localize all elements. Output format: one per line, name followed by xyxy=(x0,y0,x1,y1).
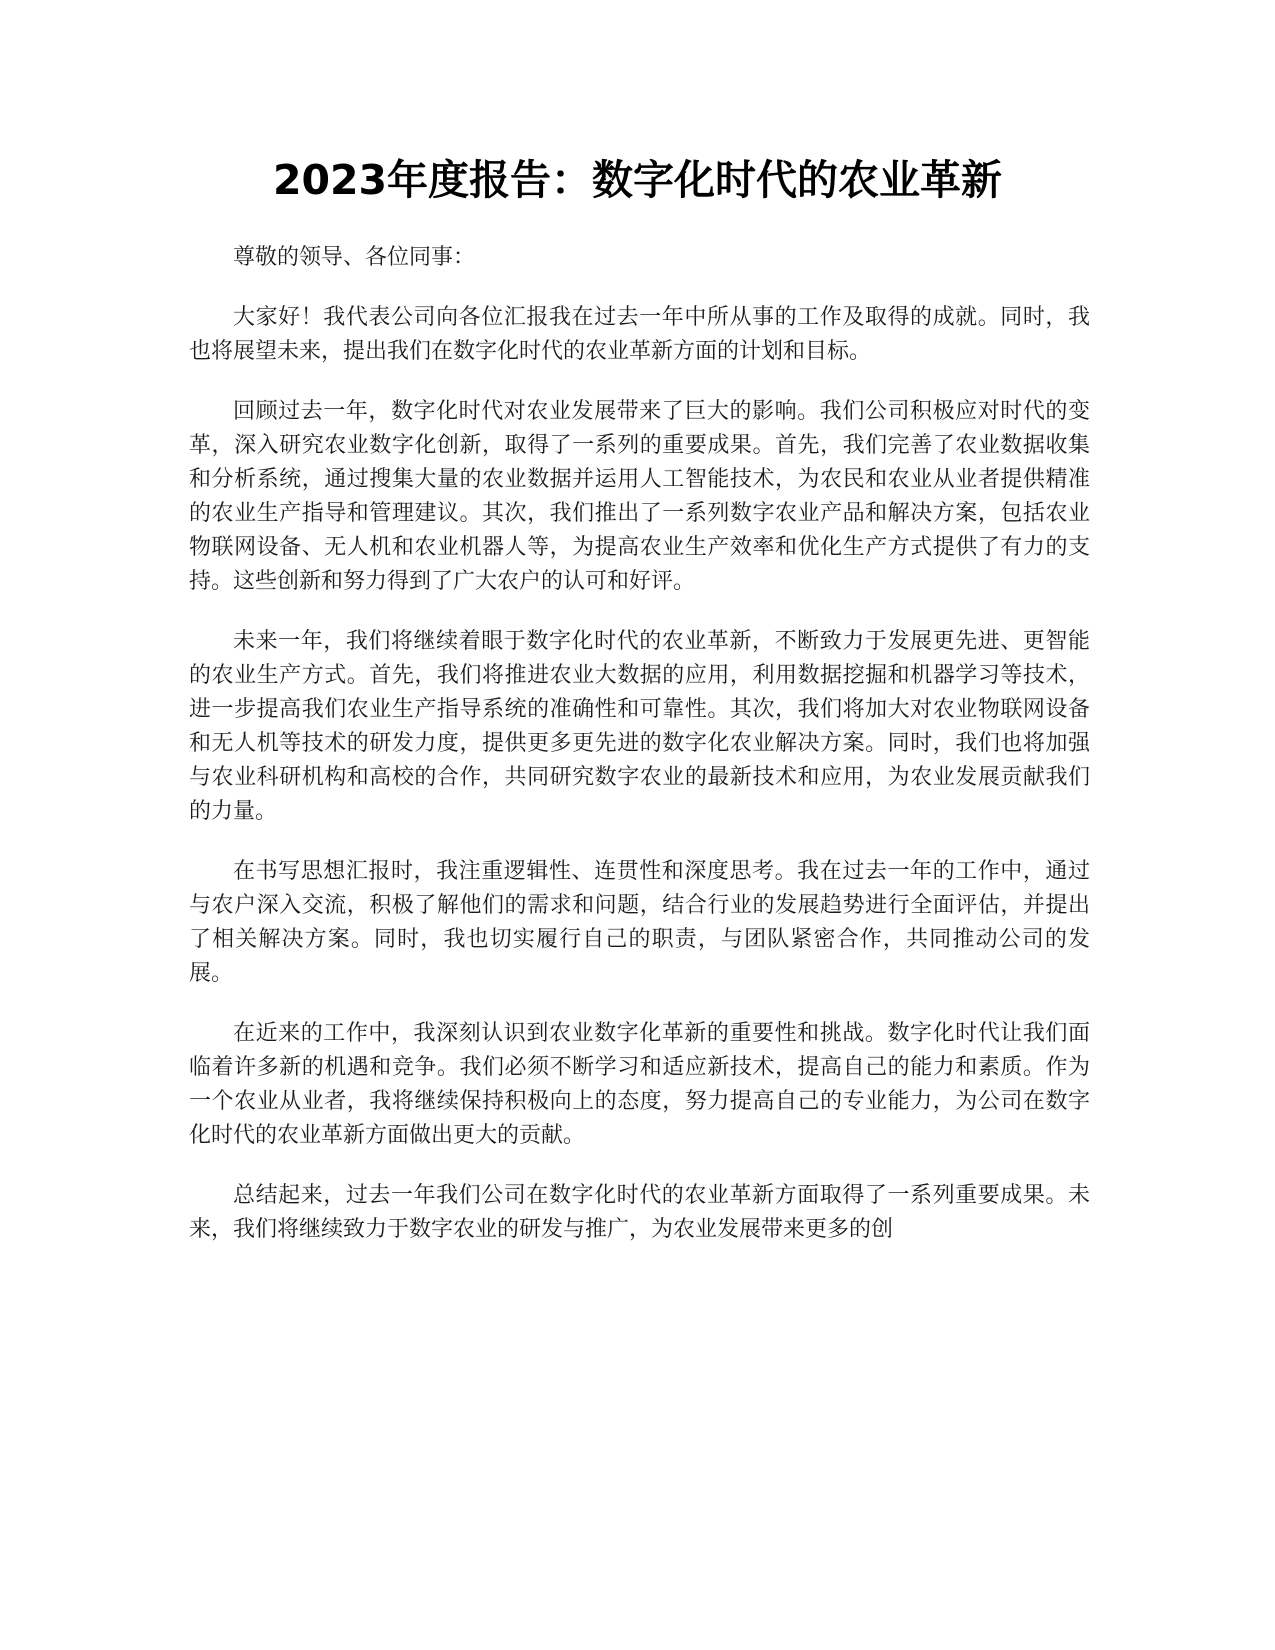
paragraph-recent-work: 在近来的工作中，我深刻认识到农业数字化革新的重要性和挑战。数字化时代让我们面临着许多新的机遇和竞争。我们必须不断学习和适应新技术，提高自己的能力和素质。作为一个农业从业者，我将继续保持积极向上的态度，努力提高自己的专业能力，为公司在数字化时代的农业革新方面做出更大的贡献。 xyxy=(189,1021,1090,1148)
paragraph-salutation: 尊敬的领导、各位同事： xyxy=(233,245,476,270)
paragraph-summary: 总结起来，过去一年我们公司在数字化时代的农业革新方面取得了一系列重要成果。未来，我们将继续致力于数字农业的研发与推广，为农业发展带来更多的创 xyxy=(189,1183,1090,1242)
paragraph-writing-approach: 在书写思想汇报时，我注重逻辑性、连贯性和深度思考。我在过去一年的工作中，通过与农户深入交流，积极了解他们的需求和问题，结合行业的发展趋势进行全面评估，并提出了相关解决方案。同时，我也切实履行自己的职责，与团队紧密合作，共同推动公司的发展。 xyxy=(189,859,1090,986)
paragraph-review: 回顾过去一年，数字化时代对农业发展带来了巨大的影响。我们公司积极应对时代的变革，深入研究农业数字化创新，取得了一系列的重要成果。首先，我们完善了农业数据收集和分析系统，通过搜集大量的农业数据并运用人工智能技术，为农民和农业从业者提供精准的农业生产指导和管理建议。其次，我们推出了一系列数字农业产品和解决方案，包括农业物联网设备、无人机和农业机器人等，为提高农业生产效率和优化生产方式提供了有力的支持。这些创新和努力得到了广大农户的认可和好评。 xyxy=(189,399,1090,594)
document-body xyxy=(189,241,1090,1273)
paragraph-future-plan: 未来一年，我们将继续着眼于数字化时代的农业革新，不断致力于发展更先进、更智能的农业生产方式。首先，我们将推进农业大数据的应用，利用数据挖掘和机器学习等技术，进一步提高我们农业生产指导系统的准确性和可靠性。其次，我们将加大对农业物联网设备和无人机等技术的研发力度，提供更多更先进的数字化农业解决方案。同时，我们也将加强与农业科研机构和高校的合作，共同研究数字农业的最新技术和应用，为农业发展贡献我们的力量。 xyxy=(189,629,1090,824)
paragraph-greeting: 大家好！我代表公司向各位汇报我在过去一年中所从事的工作及取得的成就。同时，我也将展望未来，提出我们在数字化时代的农业革新方面的计划和目标。 xyxy=(189,305,1090,364)
document-title: 2023年度报告：数字化时代的农业革新 xyxy=(272,156,1003,204)
